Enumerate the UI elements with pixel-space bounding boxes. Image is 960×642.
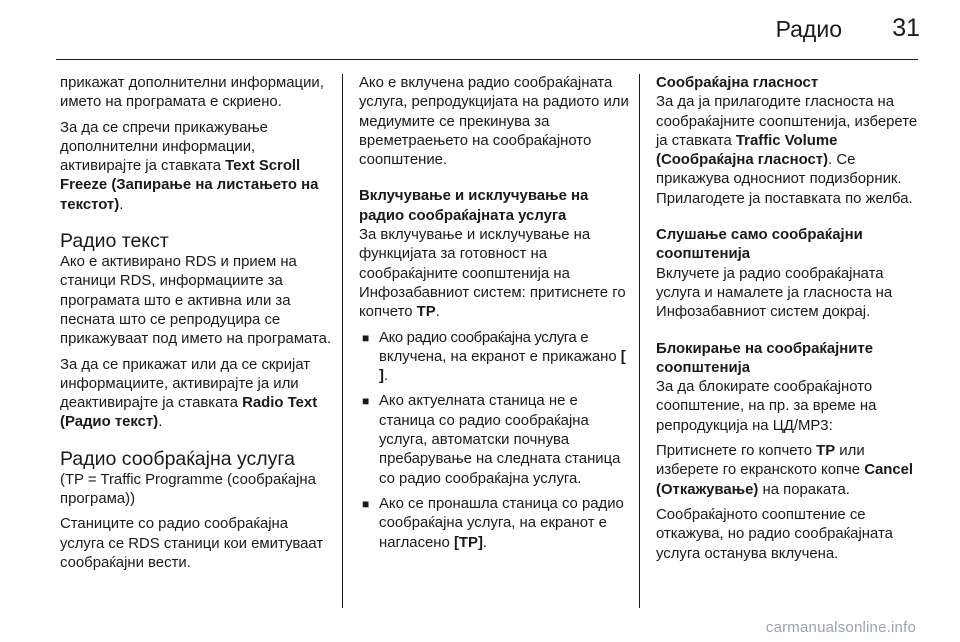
subheading-traffic-volume: Сообраќајна гласност: [656, 75, 819, 91]
header-rule: [56, 59, 918, 60]
bullet-square-icon: ■: [362, 496, 370, 511]
heading-traffic-service: Радио сообраќајна услуга: [60, 447, 295, 470]
list-item: ■ Ако актуелната станица не е станица со радио сообраќајна услуга, автоматски почнува пребарување на следната станица со радио сообраќајна услуга.: [362, 393, 621, 487]
button-reference: TP: [816, 443, 836, 460]
paragraph: Ако е активирано RDS и прием на станици RDS, информациите за програмата што е активна или за песната што се репродуцира се прикажуваат под името на програмата.: [60, 254, 332, 348]
column-divider-2: [639, 74, 640, 608]
subheading-block-traffic: Блокирање на сообраќајните соопштенија: [656, 340, 874, 376]
page-number: 31: [892, 14, 920, 42]
paragraph: За да се спречи прикажување дополнителни информации, активирајте ја ставката Text Scroll Freeze (Запирање на листањето на текстот).: [60, 119, 319, 213]
section-title: Радио: [775, 16, 842, 42]
column-2: [359, 74, 629, 559]
subheading-toggle-traffic: Вклучување и исклучување на радио сообраќајната услуга: [359, 188, 589, 224]
button-reference: Cancel (Откажување): [656, 462, 914, 498]
list-item: ■ Ако радио сообраќајна услуга е вклучена, на екранот е прикажано [ ].: [362, 329, 626, 385]
menu-item-reference: Radio Text (Радио текст): [60, 395, 318, 431]
bullet-square-icon: ■: [362, 330, 370, 345]
paragraph: За да се прикажат или да се скријат информациите, активирајте ја или деактивирајте ја ставката Radio Text (Радио текст).: [60, 356, 318, 431]
paragraph: Ако е вклучена радио сообраќајната услуга, репродукцијата на радиото или медиумите се прекинува за времетраењето на сообраќајното соопштение.: [359, 75, 629, 169]
column-1: [60, 74, 336, 579]
paragraph: За да ја прилагодите гласноста на сообраќајните соопштенија, изберете ја ставката Traffic Volume (Сообраќајна гласност). Се прикажува односниот подизборник. Прилагодете ја поставката по желба.: [656, 94, 918, 207]
paragraph: Вклучете ја радио сообраќајната услуга и намалете ја гласноста на Инфозабавниот систем докрај.: [656, 265, 893, 321]
paragraph: Сообраќајното соопштение се откажува, но радио сообраќајната услуга останува вклучена.: [656, 506, 893, 562]
paragraph: Станиците со радио сообраќајна услуга се RDS станици кои емитуваат сообраќајни вести.: [60, 516, 324, 571]
paragraph: За да блокирате сообраќајното соопштение, на пр. за време на репродукција на ЦД/MP3:: [656, 379, 877, 434]
button-reference: TP: [416, 304, 436, 321]
paragraph: Притиснете го копчето TP или изберете го екранското копче Cancel (Откажување) на пораката.: [656, 443, 914, 498]
bullet-list: [359, 329, 629, 553]
watermark: carmanualsonline.info: [765, 619, 916, 636]
paragraph: (TP = Traffic Programme (сообраќајна програма)): [60, 471, 316, 508]
list-item: ■ Ако се пронашла станица со радио сообраќајна услуга, на екранот е нагласено [TP].: [362, 495, 624, 551]
heading-radio-text: Радио текст: [60, 230, 169, 253]
bullet-square-icon: ■: [362, 394, 370, 409]
display-indicator: [TP]: [453, 534, 483, 551]
page-header: [0, 0, 960, 60]
subheading-traffic-only: Слушање само сообраќајни соопштенија: [656, 227, 863, 263]
column-divider-1: [342, 74, 343, 608]
column-3: [656, 74, 928, 570]
paragraph: За вклучување и исклучување на функцијата за готовност на сообраќајните соопштенија на Инфозабавниот систем: притиснете го копчето TP.: [359, 227, 626, 321]
paragraph: прикажат дополнителни информации, името на програмата е скриено.: [60, 75, 324, 111]
menu-item-reference: Text Scroll Freeze (Запирање на листањето на текстот): [60, 158, 319, 213]
display-indicator: [ ]: [379, 348, 626, 385]
menu-item-reference: Traffic Volume (Сообраќајна гласност): [656, 132, 838, 169]
